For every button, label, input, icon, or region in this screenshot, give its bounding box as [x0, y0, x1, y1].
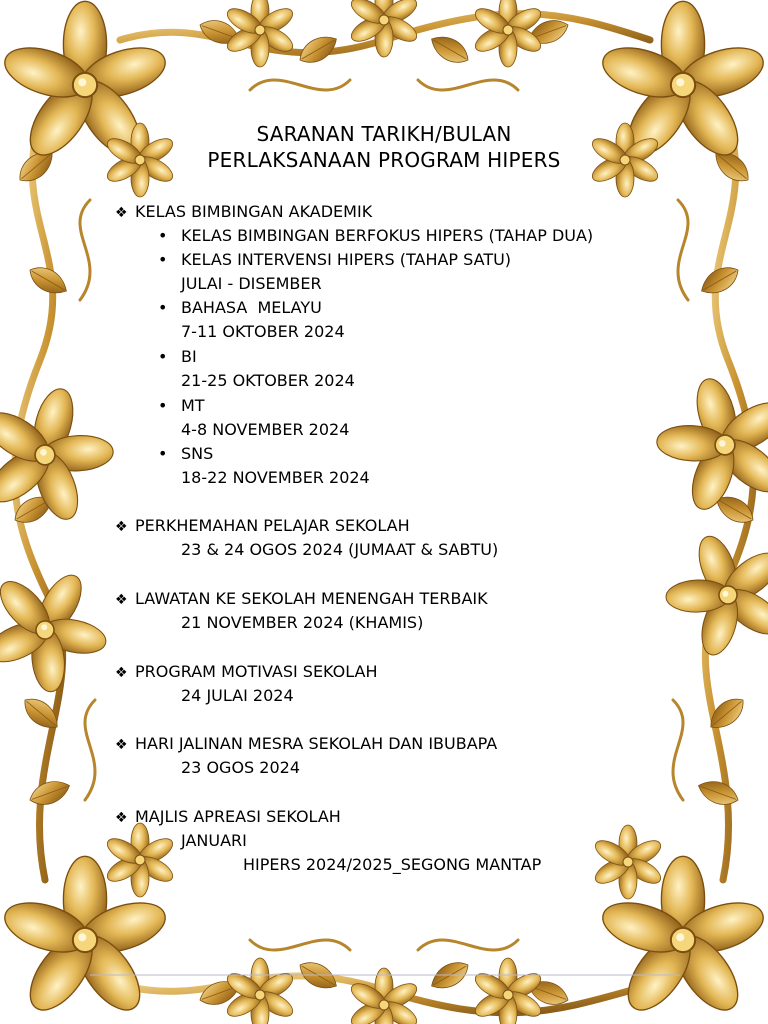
sub-item-date: JULAI - DISEMBER — [181, 274, 322, 293]
sub-item-date: 21-25 OKTOBER 2024 — [181, 371, 355, 390]
footer-text: HIPERS 2024/2025_SEGONG MANTAP — [243, 855, 542, 874]
diamond-bullet: ❖ — [115, 810, 128, 826]
section-date: 21 NOVEMBER 2024 (KHAMIS) — [181, 613, 424, 632]
section-kelas — [115, 200, 372, 225]
diamond-bullet: ❖ — [115, 205, 128, 221]
section-heading: HARI JALINAN MESRA SEKOLAH DAN IBUBAPA — [135, 734, 498, 753]
diamond-bullet: ❖ — [115, 665, 128, 681]
title-line-1: SARANAN TARIKH/BULAN — [256, 122, 512, 146]
sub-item-date: 4-8 NOVEMBER 2024 — [181, 420, 350, 439]
diamond-bullet: ❖ — [115, 519, 128, 535]
diamond-bullet: ❖ — [115, 592, 128, 608]
sub-item-label: KELAS INTERVENSI HIPERS (TAHAP SATU) — [181, 250, 512, 269]
section-heading: KELAS BIMBINGAN AKADEMIK — [135, 202, 373, 221]
section-lawatan — [115, 587, 488, 612]
sub-bullet: • — [158, 444, 168, 463]
sub-item-label: KELAS BIMBINGAN BERFOKUS HIPERS (TAHAP DUA) — [181, 226, 594, 245]
section-date: JANUARI — [181, 831, 247, 850]
sub-item-date: 18-22 NOVEMBER 2024 — [181, 468, 370, 487]
section-motivasi — [115, 660, 378, 685]
section-perkhemahan — [115, 514, 410, 539]
sub-bullet: • — [158, 347, 168, 366]
sub-bullet: • — [158, 298, 168, 317]
sub-bullet: • — [158, 250, 168, 269]
title-line-2: PERLAKSANAAN PROGRAM HIPERS — [207, 148, 561, 172]
sub-item-date: 7-11 OKTOBER 2024 — [181, 322, 345, 341]
section-date: 23 OGOS 2024 — [181, 758, 300, 777]
sub-item-label: BAHASA MELAYU — [181, 298, 322, 317]
sub-item-label: MT — [181, 396, 205, 415]
sub-item-label: BI — [181, 347, 197, 366]
section-heading: MAJLIS APREASI SEKOLAH — [135, 807, 341, 826]
section-apreasi — [115, 805, 341, 830]
sub-bullet: • — [158, 226, 168, 245]
section-jalinan — [115, 732, 497, 757]
section-date: 23 & 24 OGOS 2024 (JUMAAT & SABTU) — [181, 540, 499, 559]
section-date: 24 JULAI 2024 — [181, 686, 294, 705]
section-heading: PERKHEMAHAN PELAJAR SEKOLAH — [135, 516, 410, 535]
section-heading: LAWATAN KE SEKOLAH MENENGAH TERBAIK — [135, 589, 488, 608]
section-heading: PROGRAM MOTIVASI SEKOLAH — [135, 662, 378, 681]
sub-item-label: SNS — [181, 444, 214, 463]
diamond-bullet: ❖ — [115, 737, 128, 753]
sub-bullet: • — [158, 396, 168, 415]
